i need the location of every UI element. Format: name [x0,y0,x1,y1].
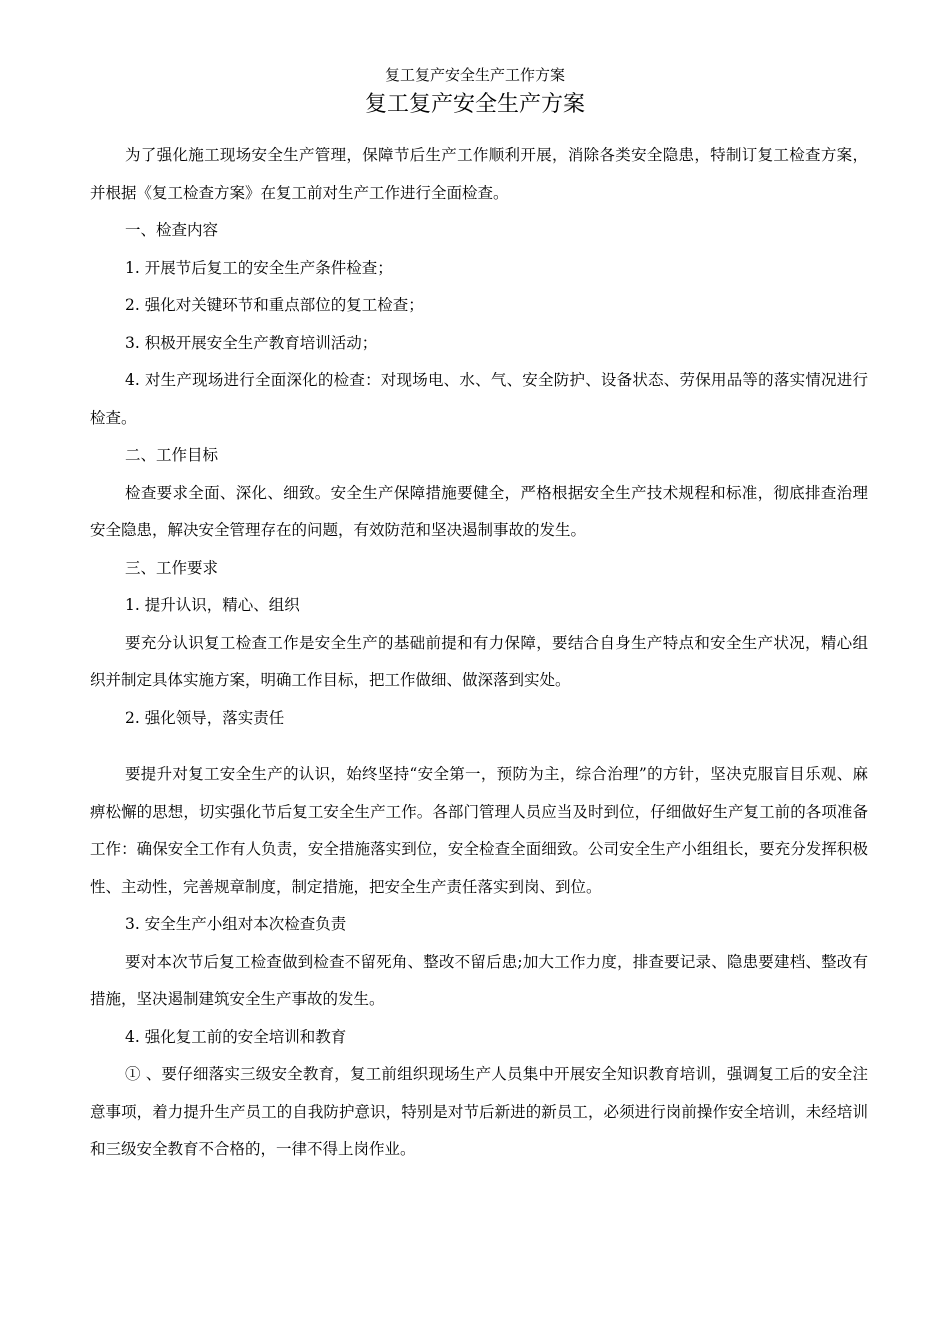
section-heading-work-goals: 二、工作目标 [125,446,219,464]
section-heading-work-requirements: 三、工作要求 [125,558,219,577]
section-heading-inspection-content: 一、检查内容 [125,221,219,239]
subheading: 3. 安全生产小组对本次检查负责 [125,915,347,933]
subheading: 4. 强化复工前的安全培训和教育 [125,1027,347,1046]
body-paragraph: 要充分认识复工检查工作是安全生产的基础前提和有力保障，要结合自身生产特点和安全生产状况，精心组织并制定具体实施方案，明确工作目标，把工作做细、做深落到实处。 [90,633,868,689]
body-paragraph: 要对本次节后复工检查做到检查不留死角、整改不留后患;加大工作力度，排查要记录、隐患要建档、整改有措施，坚决遏制建筑安全生产事故的发生。 [90,952,868,1008]
body-paragraph: 要提升对复工安全生产的认识，始终坚持“安全第一，预防为主，综合治理”的方针，坚决克服盲目乐观、麻痹松懈的思想，切实强化节后复工安全生产工作。各部门管理人员应当及时到位，仔细做好生产复工前的各项准备工作：确保安全工作有人负责，安全措施落实到位，安全检查全面细致。公司安全生产小组组长，要充分发挥积极性、主动性，完善规章制度，制定措施，把安全生产责任落实到岗、到位。 [90,765,868,896]
body-paragraph: ① 、要仔细落实三级安全教育，复工前组织现场生产人员集中开展安全知识教育培训，强调复工后的安全注意事项，着力提升生产员工的自我防护意识，特别是对节后新进的新员工，必须进行岗前操作安全培训，未经培训和三级安全教育不合格的，一律不得上岗作业。 [90,1065,868,1158]
page-header: 复工复产安全生产工作方案 [384,66,565,84]
document-body [90,137,868,1169]
intro-paragraph: 为了强化施工现场安全生产管理，保障节后生产工作顺利开展，消除各类安全隐患，特制订复工检查方案，并根据《复工检查方案》在复工前对生产工作进行全面检查。 [90,146,868,202]
list-item: 1. 开展节后复工的安全生产条件检查； [125,258,393,277]
body-paragraph: 检查要求全面、深化、细致。安全生产保障措施要健全，严格根据安全生产技术规程和标准，彻底排查治理安全隐患，解决安全管理存在的问题，有效防范和坚决遏制事故的发生。 [90,483,868,539]
list-item: 2. 强化对关键环节和重点部位的复工检查； [125,296,424,314]
list-item: 3. 积极开展安全生产教育培训活动； [125,333,378,352]
list-item: 4. 对生产现场进行全面深化的检查：对现场电、水、气、安全防护、设备状态、劳保用品等的落实情况进行检查。 [90,371,868,427]
subheading: 2. 强化领导，落实责任 [125,708,285,727]
document-title: 复工复产安全生产方案 [364,92,585,117]
subheading: 1. 提升认识，精心、组织 [125,596,300,614]
